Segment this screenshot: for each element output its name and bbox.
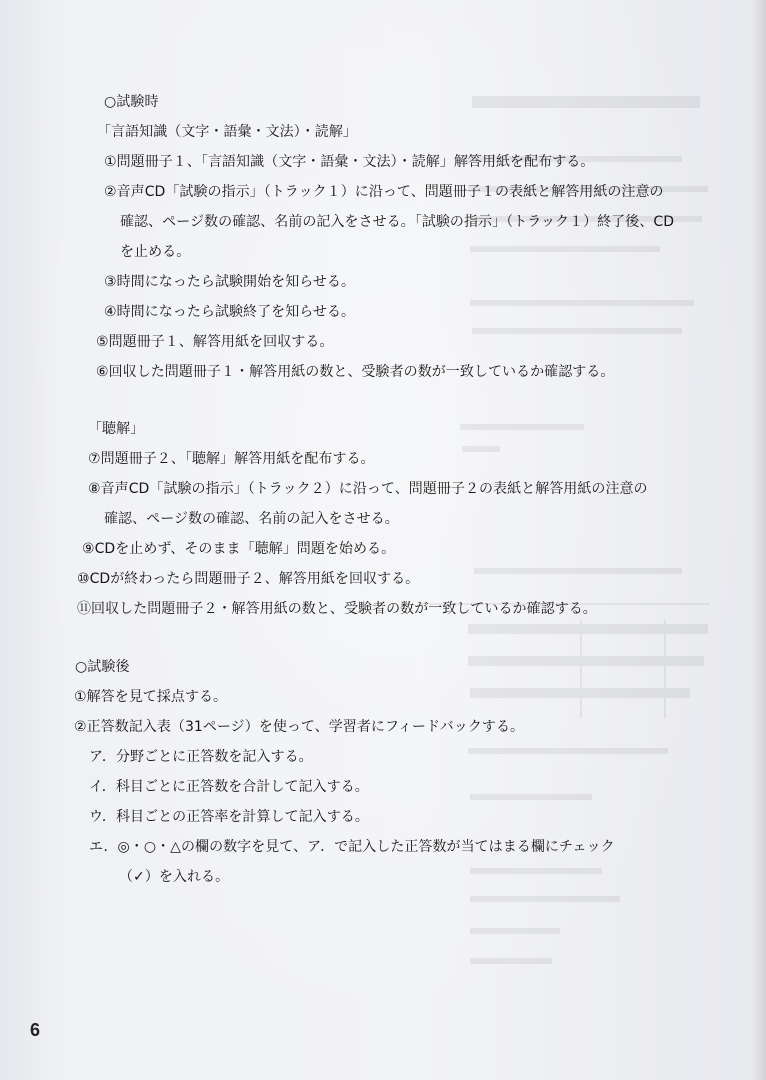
after-exam-subitem-e-line-1: エ．◎・○・△の欄の数字を見て、ア．で記入した正答数が当てはまる欄にチェック <box>89 839 615 855</box>
during-exam-heading: ○試験時 <box>104 94 159 110</box>
after-exam-item-2: ②正答数記入表（31ページ）を使って、学習者にフィードバックする。 <box>74 719 525 735</box>
after-exam-heading: ○試験後 <box>75 659 130 675</box>
page-edge-shadow <box>752 0 766 1080</box>
after-exam-subitem-i: イ．科目ごとに正答数を合計して記入する。 <box>89 779 369 795</box>
part2-item-10: ⑩CDが終わったら問題冊子２、解答用紙を回収する。 <box>77 571 420 587</box>
part2-title: 「聴解」 <box>88 421 145 437</box>
part2-item-7: ⑦問題冊子２、「聴解」解答用紙を配布する。 <box>88 451 375 467</box>
part2-item-9: ⑨CDを止めず、そのまま「聴解」問題を始める。 <box>82 541 396 557</box>
after-exam-subitem-a: ア．分野ごとに正答数を記入する。 <box>89 749 313 765</box>
part1-title: 「言語知識（文字・語彙・文法）・読解」 <box>97 124 357 140</box>
part2-item-8-line-1: ⑧音声CD「試験の指示」（トラック２）に沿って、問題冊子２の表紙と解答用紙の注意の <box>88 481 648 497</box>
part1-item-6: ⑥回収した問題冊子１・解答用紙の数と、受験者の数が一致しているか確認する。 <box>96 364 615 380</box>
part1-item-2-line-3: を止める。 <box>120 244 191 260</box>
part1-item-4: ④時間になったら試験終了を知らせる。 <box>104 304 356 320</box>
part1-item-2-line-2: 確認、ページ数の確認、名前の記入をさせる。「試験の指示」（トラック１）終了後、CD <box>120 214 675 230</box>
after-exam-item-1: ①解答を見て採点する。 <box>74 689 228 705</box>
part1-item-3: ③時間になったら試験開始を知らせる。 <box>104 274 356 290</box>
part2-item-8-line-2: 確認、ページ数の確認、名前の記入をさせる。 <box>104 511 399 527</box>
after-exam-subitem-u: ウ．科目ごとの正答率を計算して記入する。 <box>89 809 369 825</box>
page-number: 6 <box>30 1020 41 1040</box>
part1-item-2-line-1: ②音声CD「試験の指示」（トラック１）に沿って、問題冊子１の表紙と解答用紙の注意の <box>104 184 664 200</box>
part1-item-5: ⑤問題冊子１、解答用紙を回収する。 <box>96 334 334 350</box>
after-exam-subitem-e-line-2: （✓）を入れる。 <box>119 869 230 885</box>
part1-item-1: ①問題冊子１、「言語知識（文字・語彙・文法）・読解」解答用紙を配布する。 <box>104 154 595 170</box>
part2-item-11: ⑪回収した問題冊子２・解答用紙の数と、受験者の数が一致しているか確認する。 <box>77 601 597 617</box>
